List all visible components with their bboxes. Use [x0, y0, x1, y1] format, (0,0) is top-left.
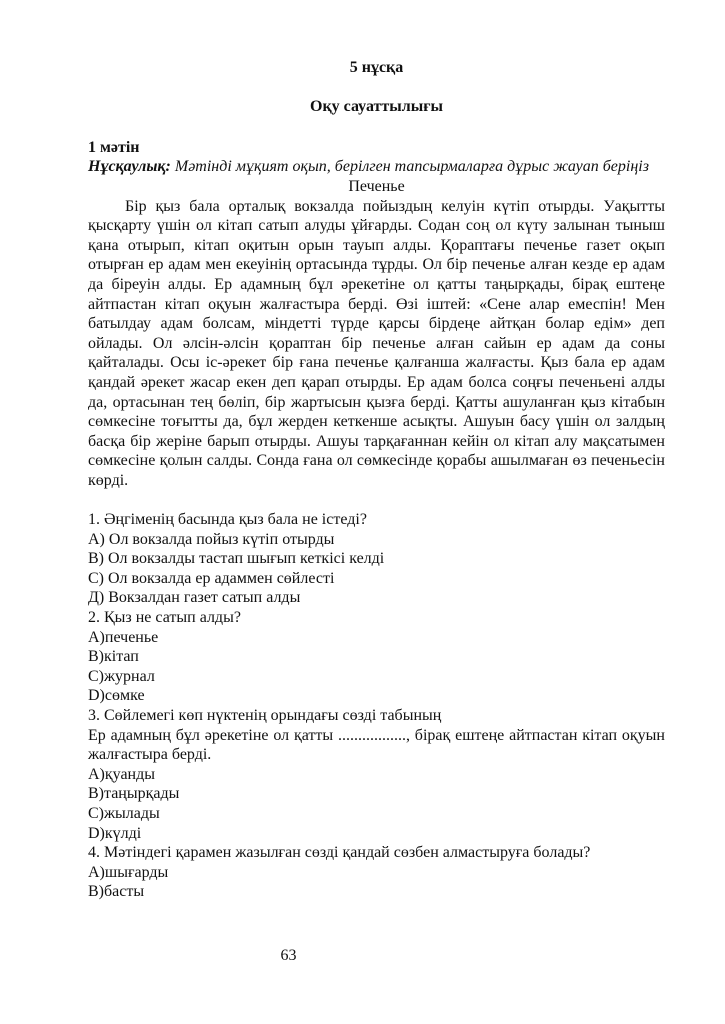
question-line: С)журнал — [88, 667, 155, 685]
question-line: А)шығарды — [88, 863, 169, 881]
question-line: 3. Сөйлемегі көп нүктенің орындағы сөзді табының — [88, 707, 442, 724]
section-title: Оқу сауаттылығы — [310, 98, 443, 116]
story-body: Бір қыз бала орталық вокзалда пойыздың келуін күтіп отырды. Уақытты қысқарту үшін ол кітап сатып алуды ұйғарды. Содан соң ол күту залынан тыныш қана отырып, кітап оқитын орын тауып алды. Қораптағы печенье газет оқып отырған ер адам мен екеуінің ортасында тұрды. Ол бір печенье алған кезде ер адам да біреуін алды. Ер адамның бұл әрекетіне ол қатты таңырқады, бірақ ештеңе айтпастан кітап оқуын жалғастыра берді. Өзі іштей: «Сене алар емеспін! Мен батылдау адам болсам, міндетті түрде қарсы бірдеңе айтқан болар едім» деп ойлады. Ол әлсін-әлсін қораптан бір печенье алған сайын ер адам да соны қайталады. Осы іс-әрекет бір ғана печенье қалғанша жалғасты. Қыз бала ер адам қандай әрекет жасар екен деп қарап отырды. Ер адам болса соңғы печеньені алды да, ортасынан тең бөліп, бір жартысын қызға берді. Қатты ашуланған қыз кітабын сөмкесіне тоғытты да, бұл жерден кеткенше асықты. Ашуын басу үшін ол залдың басқа бір жеріне барып отырды. Ашуы тарқағаннан кейін ол кітап алу мақсатымен сөмкесіне қолын салды. Сонда ғана ол сөмкесінде қорабы ашылмаған өз печеньесін көрді. — [88, 197, 665, 489]
question-line: В) Ол вокзалды тастап шығып кеткісі келді — [88, 550, 385, 568]
question-line: А) Ол вокзалда пойыз күтіп отырды — [88, 530, 335, 548]
instruction-line — [88, 157, 665, 177]
variant-title: 5 нұсқа — [349, 59, 404, 76]
story-title: Печенье — [348, 177, 405, 195]
page-content — [88, 58, 665, 902]
question-line: 2. Қыз не сатып алды? — [88, 609, 241, 627]
question-line: 1. Әңгіменің басында қыз бала не істеді? — [88, 511, 367, 529]
question-line: А)печенье — [88, 628, 159, 646]
question-line: Ер адамның бұл әрекетіне ол қатты ................., бірақ ештеңе айтпастан кітап оқуын жалғастыра берді. — [88, 726, 665, 764]
question-line: С) Ол вокзалда ер адаммен сөйлесті — [88, 569, 335, 587]
question-line: D)күлді — [88, 824, 142, 842]
question-line: В)кітап — [88, 648, 139, 666]
question-line: В)басты — [88, 883, 145, 901]
question-line: Д) Вокзалдан газет сатып алды — [88, 589, 301, 607]
text-block-label: 1 мәтін — [88, 138, 140, 156]
question-line: D)сөмке — [88, 687, 145, 705]
instruction-text: Мәтінді мұқият оқып, берілген тапсырмаларға дұрыс жауап беріңіз — [170, 158, 649, 176]
question-line: 4. Мәтіндегі қарамен жазылған сөзді қандай сөзбен алмастыруға болады? — [88, 844, 591, 862]
instruction-label: Нұсқаулық: — [88, 158, 171, 176]
question-line: В)таңырқады — [88, 785, 180, 803]
question-line: С)жылады — [88, 804, 160, 822]
page-number: 63 — [280, 947, 297, 964]
questions-list — [88, 510, 665, 902]
question-line: А)қуанды — [88, 765, 155, 783]
